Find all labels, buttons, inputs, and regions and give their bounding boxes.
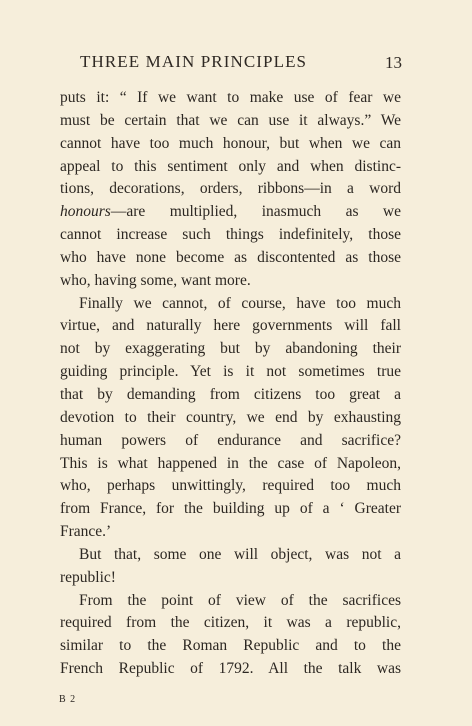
signature-mark: B 2	[59, 694, 77, 705]
text-line: must be certain that we can use it always.” We	[60, 111, 401, 129]
text-line: virtue, and naturally here governments will fall	[60, 317, 401, 335]
text-line: human powers of endurance and sacrifice?	[60, 431, 401, 449]
text-line: guiding principle. Yet is it not sometimes true	[60, 363, 401, 381]
text-line: From the point of view of the sacrifices	[79, 591, 401, 609]
text-line: who have none become as discontented as those	[60, 248, 401, 266]
text-line: appeal to this sentiment only and when distinc-	[60, 157, 401, 175]
text-line: that by demanding from citizens too great a	[60, 385, 401, 403]
text-line-with-italic	[60, 201, 401, 224]
text-line: who, perhaps unwittingly, required too much	[60, 477, 401, 495]
running-head	[60, 52, 400, 76]
text-line: not by exaggerating but by abandoning their	[60, 340, 401, 358]
page-number: 13	[385, 53, 402, 72]
body-text	[60, 87, 401, 681]
text-line: required from the citizen, it was a republic,	[60, 614, 401, 632]
running-title: THREE MAIN PRINCIPLES	[80, 52, 308, 71]
text-line: Finally we cannot, of course, have too much	[79, 294, 401, 312]
text-line: cannot have too much honour, but when we can	[60, 134, 401, 152]
text-line: tions, decorations, orders, ribbons—in a word	[60, 180, 401, 198]
text-line: cannot increase such things indefinitely, those	[60, 226, 401, 244]
text-line: But that, some one will object, was not a	[79, 545, 401, 563]
text-line: republic!	[60, 568, 116, 586]
text-line: puts it: “ If we want to make use of fear we	[60, 89, 401, 106]
text-line: This is what happened in the case of Napoleon,	[60, 454, 401, 472]
text-line: French Republic of 1792. All the talk was	[60, 660, 401, 678]
text-line: France.’	[60, 523, 112, 541]
text-line: devotion to their country, we end by exhausting	[60, 408, 401, 426]
text-line: similar to the Roman Republic and to the	[60, 637, 401, 655]
text-line: from France, for the building up of a ‘ Greater	[60, 500, 401, 518]
text-line-rest: —are multiplied, inasmuch as we	[110, 203, 401, 221]
italic-word: honours	[60, 203, 111, 221]
text-line: who, having some, want more.	[60, 271, 251, 289]
